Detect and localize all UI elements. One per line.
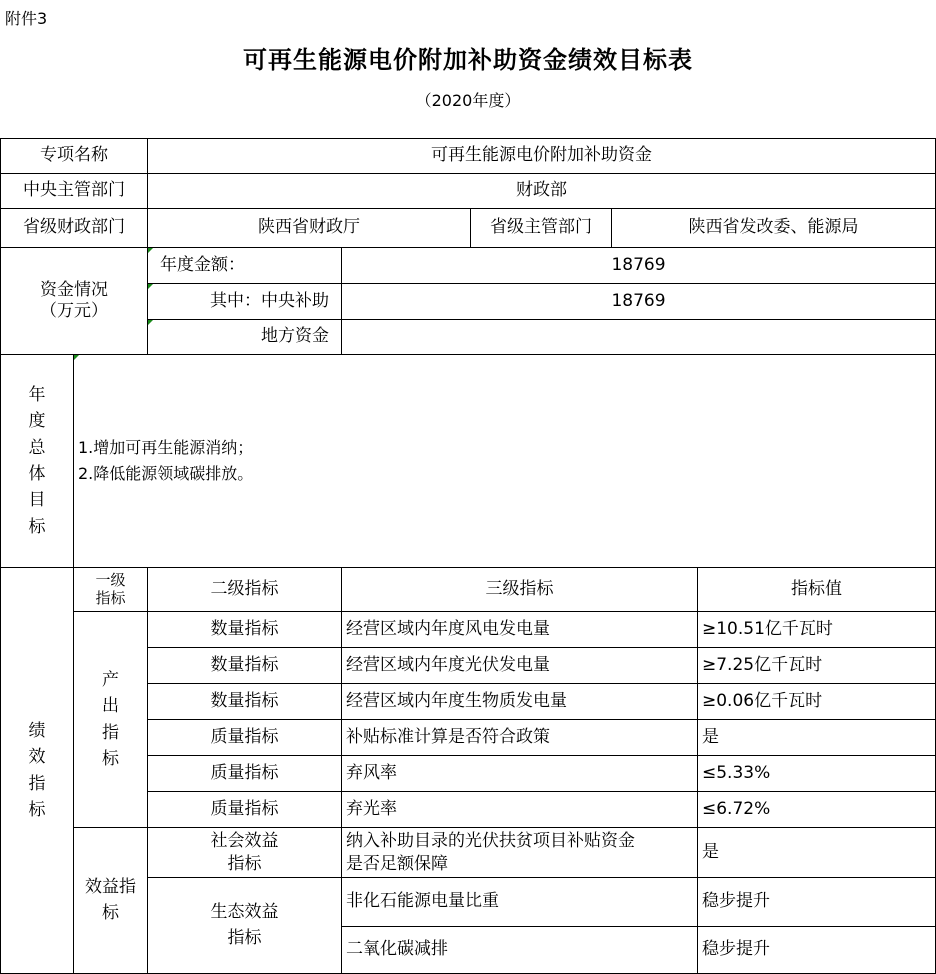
eco-benefit-level2 [147,877,342,974]
project-name-value: 可再生能源电价附加补助资金 [147,138,936,174]
provincial-dept-label: 省级主管部门 [470,208,612,248]
output-indicators-label [73,611,148,828]
provincial-finance-value: 陕西省财政厅 [147,208,471,248]
annual-goal-label-char: 目 [28,490,46,511]
eco-level3: 非化石能源电量比重 [341,877,698,927]
cell-marker-icon [148,248,153,253]
page-title: 可再生能源电价附加补助资金绩效目标表 [243,46,693,74]
performance-label [0,567,74,974]
annual-goal-line: 1.增加可再生能源消纳； [78,438,254,458]
output-label-char: 产 [102,669,119,690]
header-level1-line1: 一级 [95,571,126,590]
social-benefit-level2 [147,827,342,878]
header-level3: 三级指标 [341,567,698,612]
social-level2-line1: 社会效益 [210,831,279,852]
performance-label-char: 标 [28,799,46,820]
output-level2: 质量指标 [147,719,342,756]
output-level3: 经营区域内年度生物质发电量 [341,683,698,720]
project-name-label: 专项名称 [0,138,148,174]
central-subsidy-value: 18769 [341,283,936,320]
social-benefit-level3 [341,827,698,878]
central-subsidy-label: 其中：中央补助 [147,283,342,320]
eco-value: 稳步提升 [697,877,936,927]
annex-label: 附件3 [5,9,48,28]
output-label-char: 标 [102,748,119,769]
cell-marker-icon [148,320,153,325]
annual-goal-label [0,354,74,568]
annual-amount-label: 年度金额： [147,247,342,284]
output-level2: 质量指标 [147,755,342,792]
local-funds-label: 地方资金 [147,319,342,355]
page-subtitle: （2020年度） [415,91,521,110]
header-level1-line2: 指标 [95,588,126,607]
funds-label-line1: 资金情况 [40,279,108,300]
output-value: ≤6.72% [697,791,936,828]
output-value: ≥10.51亿千瓦时 [697,611,936,648]
social-benefit-value: 是 [697,827,936,878]
annual-amount-value: 18769 [341,247,936,284]
output-level2: 数量指标 [147,611,342,648]
annual-goal-line: 2.降低能源领域碳排放。 [78,464,254,483]
cell-marker-icon [148,284,153,289]
header-level1 [73,567,148,612]
output-level3: 弃风率 [341,755,698,792]
header-value: 指标值 [697,567,936,612]
cell-marker-icon [74,355,79,360]
eco-level2-line2: 指标 [227,927,262,948]
eco-value: 稳步提升 [697,926,936,974]
central-dept-value: 财政部 [147,173,936,209]
eco-level2-line1: 生态效益 [210,902,279,922]
social-level3-line2: 是否足额保障 [346,853,448,874]
output-value: ≤5.33% [697,755,936,792]
output-level2: 质量指标 [147,791,342,828]
annual-goal-label-char: 标 [28,516,46,537]
provincial-dept-value: 陕西省发改委、能源局 [611,208,936,248]
output-label-char: 指 [102,722,119,743]
local-funds-value [341,319,936,355]
eco-level3: 二氧化碳减排 [341,926,698,974]
annual-goal-content [73,354,936,568]
output-label-char: 出 [102,696,119,717]
output-level2: 数量指标 [147,647,342,684]
benefit-indicators-label [73,827,148,974]
header-level2: 二级指标 [147,567,342,612]
performance-label-char: 效 [28,747,46,768]
output-value: 是 [697,719,936,756]
annual-goal-label-char: 度 [28,411,46,432]
benefit-label-line2: 标 [102,902,119,923]
output-level3: 经营区域内年度风电发电量 [341,611,698,648]
provincial-finance-label: 省级财政部门 [0,208,148,248]
performance-label-char: 指 [28,773,46,794]
output-level2: 数量指标 [147,683,342,720]
social-level2-line2: 指标 [227,853,262,874]
annual-goal-label-char: 年 [28,384,46,405]
benefit-label-line1: 效益指 [85,877,136,897]
funds-label [0,247,148,355]
social-level3-line1: 纳入补助目录的光伏扶贫项目补贴资金 [346,831,635,852]
annual-goal-label-char: 体 [28,464,46,484]
output-level3: 经营区域内年度光伏发电量 [341,647,698,684]
output-value: ≥0.06亿千瓦时 [697,683,936,720]
output-value: ≥7.25亿千瓦时 [697,647,936,684]
funds-label-line2: （万元） [40,301,108,321]
output-level3: 补贴标准计算是否符合政策 [341,719,698,756]
performance-label-char: 绩 [28,720,46,741]
output-level3: 弃光率 [341,791,698,828]
central-dept-label: 中央主管部门 [0,173,148,209]
annual-goal-label-char: 总 [28,437,46,458]
